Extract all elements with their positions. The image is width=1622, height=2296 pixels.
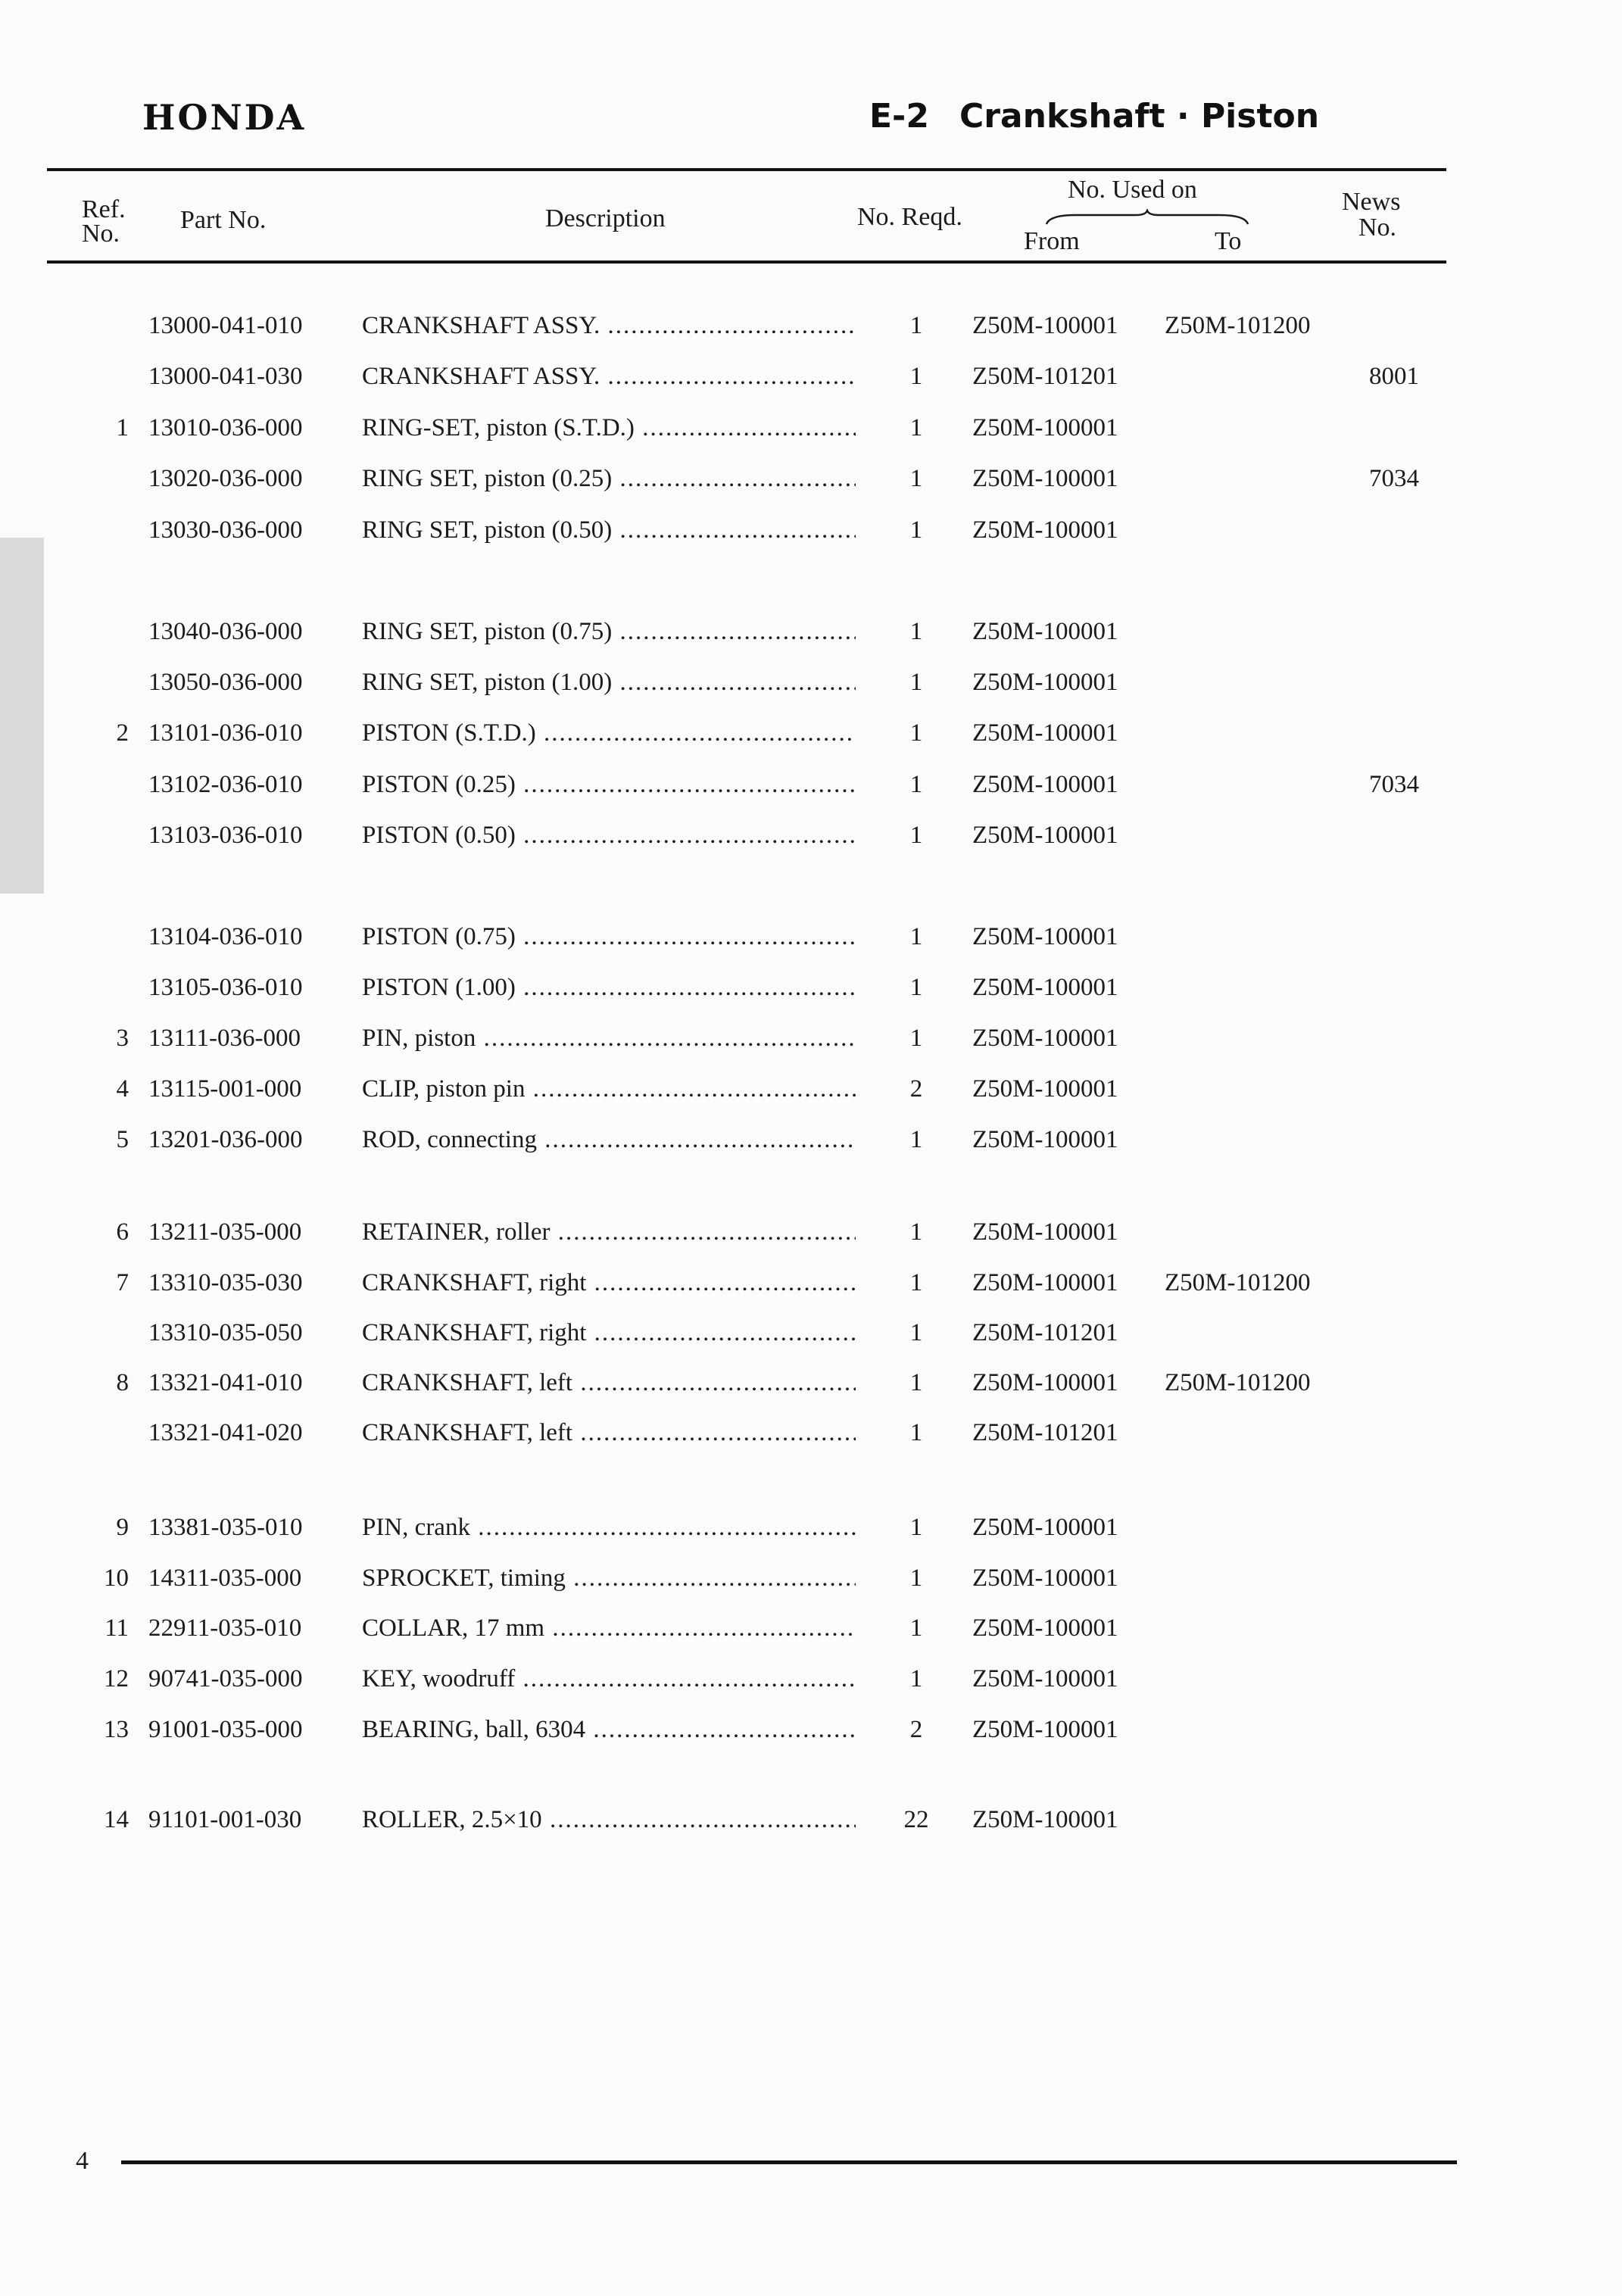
quantity-required: 1 — [909, 1369, 923, 1396]
part-description: CRANKSHAFT ASSY. ..... — [362, 352, 856, 401]
ref-number: 4 — [116, 1075, 129, 1103]
part-description: BEARING, ball, 6304 ..... — [362, 1705, 856, 1754]
part-number: 13381-035-010 — [148, 1514, 303, 1541]
part-number: 13000-041-010 — [148, 312, 303, 339]
used-to: Z50M-101200 — [1165, 1369, 1311, 1396]
table-row — [0, 811, 1622, 859]
part-number: 13102-036-010 — [148, 771, 303, 798]
quantity-required: 1 — [909, 1126, 923, 1153]
used-from: Z50M-100001 — [972, 1269, 1118, 1296]
table-row — [0, 1705, 1622, 1754]
table-row — [0, 1655, 1622, 1703]
quantity-required: 1 — [909, 1564, 923, 1592]
table-row — [0, 1115, 1622, 1164]
part-number: 13310-035-050 — [148, 1319, 303, 1346]
part-description: CRANKSHAFT, left ..... — [362, 1359, 856, 1407]
used-from: Z50M-100001 — [972, 1806, 1118, 1833]
part-description: COLLAR, 17 mm ..... — [362, 1604, 856, 1652]
quantity-required: 1 — [909, 516, 923, 544]
used-from: Z50M-100001 — [972, 822, 1118, 849]
part-description: PISTON (S.T.D.) ..... — [362, 709, 856, 757]
quantity-required: 1 — [909, 771, 923, 798]
ref-number: 13 — [104, 1716, 129, 1743]
part-description: PISTON (0.75) ..... — [362, 912, 856, 961]
part-description: RING SET, piston (0.50) ..... — [362, 506, 856, 554]
part-number: 13104-036-010 — [148, 923, 303, 950]
used-from: Z50M-100001 — [972, 1218, 1118, 1246]
part-description: CRANKSHAFT, left ..... — [362, 1408, 856, 1457]
quantity-required: 1 — [909, 1514, 923, 1541]
used-from: Z50M-100001 — [972, 1665, 1118, 1692]
used-from: Z50M-101201 — [972, 1419, 1118, 1446]
quantity-required: 1 — [909, 822, 923, 849]
part-description: PISTON (1.00) ..... — [362, 963, 856, 1012]
part-number: 13321-041-010 — [148, 1369, 303, 1396]
table-row — [0, 963, 1622, 1012]
part-description: CLIP, piston pin ..... — [362, 1065, 856, 1113]
part-number: 91001-035-000 — [148, 1716, 303, 1743]
used-from: Z50M-101201 — [972, 1319, 1118, 1346]
table-row — [0, 301, 1622, 350]
brand-logo: HONDA — [142, 97, 307, 138]
quantity-required: 1 — [909, 465, 923, 492]
table-row — [0, 1604, 1622, 1652]
ref-number: 10 — [104, 1564, 129, 1592]
table-row — [0, 352, 1622, 401]
ref-number: 1 — [116, 414, 129, 441]
part-number: 13010-036-000 — [148, 414, 303, 441]
quantity-required: 1 — [909, 1269, 923, 1296]
part-description: PIN, crank ..... — [362, 1503, 856, 1552]
quantity-required: 1 — [909, 1419, 923, 1446]
quantity-required: 1 — [909, 1319, 923, 1346]
quantity-required: 1 — [909, 923, 923, 950]
used-to: Z50M-101200 — [1165, 1269, 1311, 1296]
part-number: 13050-036-000 — [148, 669, 303, 696]
used-from: Z50M-100001 — [972, 1025, 1118, 1052]
used-from: Z50M-100001 — [972, 771, 1118, 798]
col-ref-line1: Ref. — [82, 195, 126, 223]
part-number: 13000-041-030 — [148, 363, 303, 390]
header-top-rule — [47, 168, 1446, 171]
part-number: 90741-035-000 — [148, 1665, 303, 1692]
part-number: 22911-035-010 — [148, 1614, 302, 1642]
col-part-no: Part No. — [180, 206, 267, 234]
table-row — [0, 1208, 1622, 1256]
col-no-reqd: No. Reqd. — [857, 203, 962, 231]
quantity-required: 1 — [909, 1218, 923, 1246]
used-from: Z50M-100001 — [972, 1126, 1118, 1153]
part-number: 13040-036-000 — [148, 618, 303, 645]
part-description: CRANKSHAFT, right ..... — [362, 1259, 856, 1307]
part-description: SPROCKET, timing ..... — [362, 1554, 856, 1602]
ref-number: 5 — [116, 1126, 129, 1153]
table-row — [0, 1503, 1622, 1552]
table-row — [0, 607, 1622, 656]
used-from: Z50M-100001 — [972, 465, 1118, 492]
col-used-on: No. Used on — [1068, 176, 1197, 204]
header-bottom-rule — [47, 260, 1446, 264]
part-description: CRANKSHAFT, right ..... — [362, 1309, 856, 1357]
ref-number: 11 — [104, 1614, 129, 1642]
quantity-required: 22 — [903, 1806, 929, 1833]
used-from: Z50M-100001 — [972, 1075, 1118, 1103]
part-description: ROLLER, 2.5×10 ..... — [362, 1795, 856, 1844]
part-description: RING SET, piston (0.25) ..... — [362, 454, 856, 503]
part-number: 14311-035-000 — [148, 1564, 302, 1592]
ref-number: 14 — [104, 1806, 129, 1833]
news-number: 7034 — [1369, 465, 1419, 492]
part-description: CRANKSHAFT ASSY. ..... — [362, 301, 856, 350]
used-from: Z50M-100001 — [972, 1716, 1118, 1743]
table-row — [0, 404, 1622, 452]
part-number: 91101-001-030 — [148, 1806, 302, 1833]
used-from: Z50M-100001 — [972, 414, 1118, 441]
used-from: Z50M-100001 — [972, 1369, 1118, 1396]
used-from: Z50M-100001 — [972, 1514, 1118, 1541]
news-number: 8001 — [1369, 363, 1419, 390]
used-from: Z50M-100001 — [972, 1564, 1118, 1592]
ref-number: 3 — [116, 1025, 129, 1052]
part-number: 13020-036-000 — [148, 465, 303, 492]
section-code: E-2 — [869, 97, 929, 136]
part-number: 13115-001-000 — [148, 1075, 302, 1103]
col-to: To — [1215, 227, 1242, 255]
col-description: Description — [545, 204, 666, 232]
table-row — [0, 1014, 1622, 1062]
part-description: ROD, connecting ..... — [362, 1115, 856, 1164]
part-number: 13211-035-000 — [148, 1218, 302, 1246]
quantity-required: 1 — [909, 719, 923, 747]
part-number: 13030-036-000 — [148, 516, 303, 544]
section-name: Crankshaft · Piston — [959, 97, 1320, 136]
part-description: RING SET, piston (1.00) ..... — [362, 658, 856, 707]
used-from: Z50M-101201 — [972, 363, 1118, 390]
col-news-line1: News — [1342, 188, 1401, 216]
ref-number: 12 — [104, 1665, 129, 1692]
used-from: Z50M-100001 — [972, 1614, 1118, 1642]
quantity-required: 1 — [909, 1665, 923, 1692]
quantity-required: 1 — [909, 974, 923, 1001]
part-description: RING-SET, piston (S.T.D.) ..... — [362, 404, 856, 452]
col-news-line2: No. — [1358, 214, 1397, 242]
part-description: KEY, woodruff ..... — [362, 1655, 856, 1703]
ref-number: 8 — [116, 1369, 129, 1396]
quantity-required: 1 — [909, 312, 923, 339]
table-row — [0, 760, 1622, 809]
table-row — [0, 1259, 1622, 1307]
table-row — [0, 912, 1622, 961]
table-row — [0, 1795, 1622, 1844]
used-from: Z50M-100001 — [972, 618, 1118, 645]
col-ref-line2: No. — [82, 220, 120, 248]
quantity-required: 1 — [909, 669, 923, 696]
part-number: 13201-036-000 — [148, 1126, 303, 1153]
table-row — [0, 1359, 1622, 1407]
ref-number: 9 — [116, 1514, 129, 1541]
part-number: 13321-041-020 — [148, 1419, 303, 1446]
quantity-required: 2 — [909, 1716, 923, 1743]
table-row — [0, 658, 1622, 707]
table-row — [0, 1065, 1622, 1113]
table-row — [0, 1554, 1622, 1602]
part-description: PISTON (0.50) ..... — [362, 811, 856, 859]
ref-number: 2 — [116, 719, 129, 747]
part-number: 13310-035-030 — [148, 1269, 303, 1296]
quantity-required: 2 — [909, 1075, 923, 1103]
part-description: RETAINER, roller ..... — [362, 1208, 856, 1256]
table-row — [0, 1309, 1622, 1357]
col-from: From — [1024, 227, 1080, 255]
used-from: Z50M-100001 — [972, 974, 1118, 1001]
used-from: Z50M-100001 — [972, 669, 1118, 696]
part-number: 13105-036-010 — [148, 974, 303, 1001]
part-description: RING SET, piston (0.75) ..... — [362, 607, 856, 656]
part-number: 13103-036-010 — [148, 822, 303, 849]
used-from: Z50M-100001 — [972, 312, 1118, 339]
used-to: Z50M-101200 — [1165, 312, 1311, 339]
table-row — [0, 1408, 1622, 1457]
table-row — [0, 506, 1622, 554]
page-number: 4 — [76, 2147, 89, 2175]
ref-number: 6 — [116, 1218, 129, 1246]
quantity-required: 1 — [909, 363, 923, 390]
table-row — [0, 454, 1622, 503]
ref-number: 7 — [116, 1269, 129, 1296]
quantity-required: 1 — [909, 618, 923, 645]
used-from: Z50M-100001 — [972, 516, 1118, 544]
part-description: PISTON (0.25) ..... — [362, 760, 856, 809]
quantity-required: 1 — [909, 1025, 923, 1052]
quantity-required: 1 — [909, 414, 923, 441]
footer-rule — [121, 2160, 1457, 2164]
news-number: 7034 — [1369, 771, 1419, 798]
part-description: PIN, piston ..... — [362, 1014, 856, 1062]
part-number: 13111-036-000 — [148, 1025, 301, 1052]
quantity-required: 1 — [909, 1614, 923, 1642]
part-number: 13101-036-010 — [148, 719, 303, 747]
used-from: Z50M-100001 — [972, 923, 1118, 950]
section-title — [869, 97, 1319, 136]
used-from: Z50M-100001 — [972, 719, 1118, 747]
table-row — [0, 709, 1622, 757]
used-on-brace — [1045, 209, 1249, 227]
